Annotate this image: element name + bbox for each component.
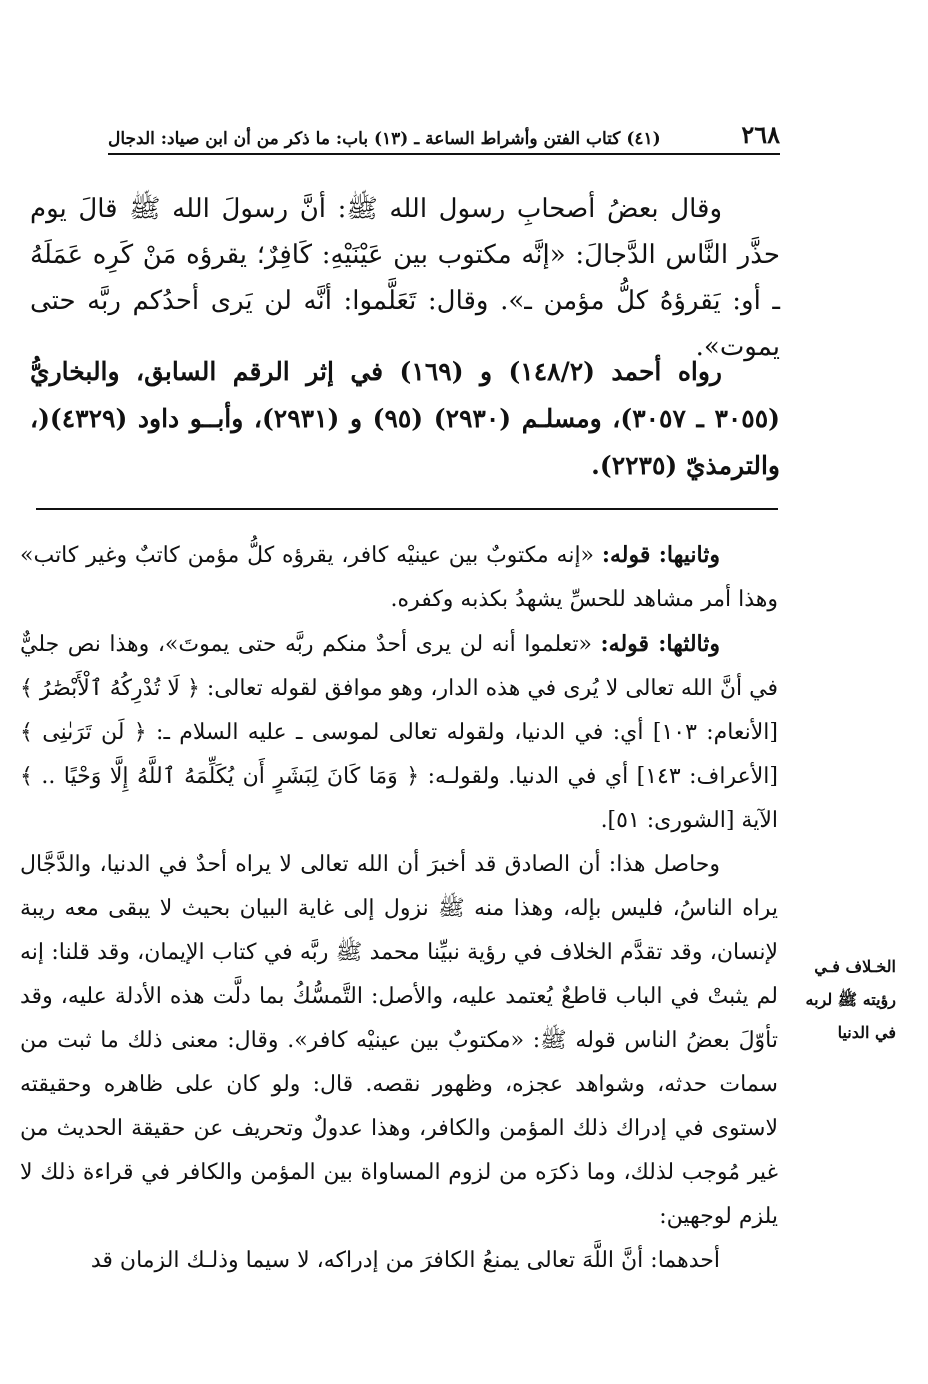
page-header xyxy=(108,120,780,155)
margin-note xyxy=(800,950,896,1049)
paragraph-text: «إنه مكتوبٌ بين عينيْه كافر، يقرؤه كلُّ مؤمن كاتبٌ وغير كاتب» وهذا أمر مشاهد للحسِّ يشهدُ بكذبه وكفره. xyxy=(20,543,778,612)
commentary-paragraph-first-reason: أحدهما: أنَّ اللَّهَ تعالى يمنعُ الكافرَ من إدراكه، لا سيما وذلـك الزمان قد xyxy=(90,1248,720,1273)
paragraph-text: «تعلموا أنه لن يرى أحدٌ منكم ربَّه حتى يموتَ»، وهذا نص جليٌّ في أنَّ الله تعالى لا يُرى في هذه الدار، وهو موافق لقوله تعالى: ﴿ لَا تُدْرِكُهُ ٱلْأَبْصَٰرُ ﴾ [الأنعام: ١٠٣] أي: في الدنيا، ولقوله تعالى لموسى ـ عليه السلام ـ: ﴿ لَن تَرَىٰنِى ﴾ [الأعراف: ١٤٣] أي في الدنيا. ولقولـه: ﴿ وَمَا كَانَ لِبَشَرٍ أَن يُكَلِّمَهُ ٱللَّهُ إِلَّا وَحْيًا .. ﴾ الآية [الشورى: ٥١]. xyxy=(20,632,778,833)
section-divider xyxy=(36,508,778,510)
commentary-paragraph-summary: وحاصل هذا: أن الصادق قد أخبرَ أن الله تعالى لا يراه أحدٌ في الدنيا، والدَّجَّال يراه الناسُ، فليس بإله، وهذا منه ﷺ نزول إلى غاية البيان بحيث لا يبقى معه ريبة لإنسان، وقد تقدَّم الخلاف في رؤية نبيِّنا محمد ﷺ ربَّه في كتاب الإيمان، وقد قلنا: إنه لم يثبتْ في الباب قاطعٌ يُعتمد عليه، والأصل: التَّمسُّكُ بما دلَّت هذه الأدلة عليه، وقد تأوّلَ بعضُ الناس قوله ﷺ: «مكتوبٌ بين عينيْه كافر». وقال: معنى ذلك ما ثبت من سمات حدثه، وشواهد عجزه، وظهور نقصه. قال: ولو كان على ظاهره وحقيقته لاستوى في إدراك ذلك المؤمن والكافر، وهذا عدولٌ وتحريف عن حقيقة الحديث من غير مُوجب لذلك، وما ذكرَه من لزوم المساواة بين المؤمن والكافر في قراءة ذلك لا يلزم لوجهين: xyxy=(20,852,778,1229)
paragraph-lead: وثانيها: قوله: xyxy=(601,542,720,568)
margin-note-line: الخـلاف فـي xyxy=(814,957,896,976)
page-number: ٢٦٨ xyxy=(741,120,780,149)
margin-note-line: في الدنيا xyxy=(837,1023,896,1042)
source-paragraph: رواه أحمد (١٤٨/٢) و (١٦٩) في إثر الرقم السابق، والبخاريُّ (٣٠٥٥ ـ ٣٠٥٧)، ومسلـم (٢٩٣٠) (٩٥) و (٢٩٣١)، وأبــو داود (٤٣٢٩)(، والترمذيّ (٢٢٣٥). xyxy=(30,357,780,480)
hadith-paragraph: وقال بعضُ أصحابِ رسول الله ﷺ: أنَّ رسولَ الله ﷺ قالَ يوم حذَّر النَّاس الدَّجالَ: «إنَّه مكتوب بين عَيْنَيْهِ: كَافِرٌ؛ يقرؤه مَنْ كَرِه عَمَلَهُ ـ أو: يَقرؤهُ كلُّ مؤمن ـ». وقال: تَعَلَّموا: أنَّه لن يَرى أحدُكم ربَّه حتى يموت». xyxy=(30,194,780,362)
margin-note-line: رؤيته ﷺ لربه xyxy=(805,990,896,1009)
commentary-paragraph-third xyxy=(20,622,778,843)
paragraph-lead: وثالثها: قوله: xyxy=(600,631,721,657)
running-title: (٤١) كتاب الفتن وأشراط الساعة ـ (١٣) باب: ما ذكر من أن ابن صياد: الدجال xyxy=(108,129,661,149)
commentary-paragraph-second xyxy=(20,533,778,622)
hadith-text-block xyxy=(30,186,780,370)
commentary-block xyxy=(20,533,778,1283)
hadith-source-block xyxy=(30,348,780,489)
